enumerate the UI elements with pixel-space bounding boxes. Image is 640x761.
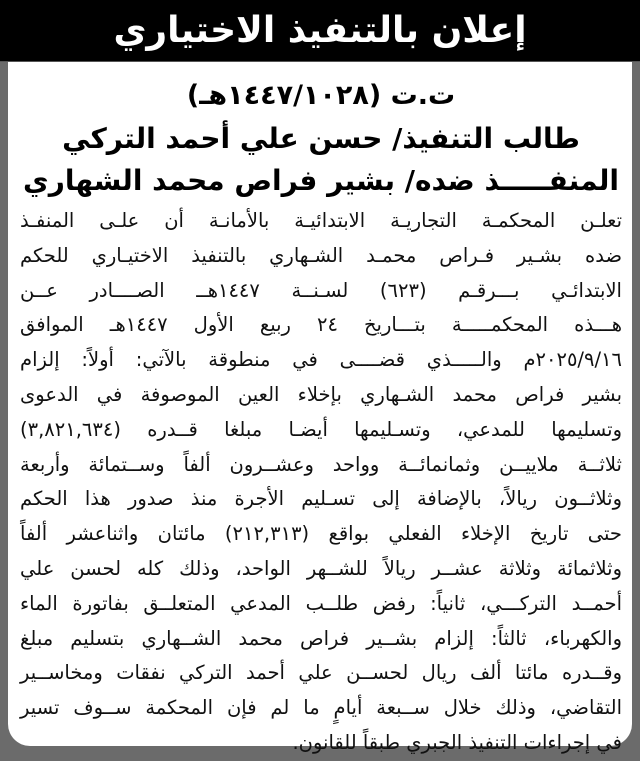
body-line: وتسليمها للمدعي، وتسـليمها أيضـا مبلغا قــدره (٣,٨٢١,٦٣٤) — [20, 417, 622, 441]
body-line: ثلاثــة ملاييــن وثمانمائــة وواحد وعشــرون ألفاً وســتمائة وأربعة — [20, 452, 622, 476]
body-line: وقــدره مائتا ألف ريال لحســن علي أحمد التركي نفقات ومخاســير — [20, 661, 622, 685]
notice-header — [0, 0, 640, 62]
body-line: حتى تاريخ الإخلاء الفعلي بواقع (٢١٢,٣١٣) مائتان واثناعشر ألفاً — [20, 522, 622, 546]
notice-panel — [8, 62, 632, 754]
body-line: وثلاثــون ريالاً، بالإضافة إلى تسـليم الأجرة منذ صدور هذا الحكم — [20, 487, 622, 511]
execution-respondent: المنفـــــذ ضده/ بشير فراص محمد الشهاري — [23, 164, 619, 197]
body-line: التقاضي، وذلك خلال ســبعة أيامٍ ما لم فإن المحكمة ســوف تسير — [20, 696, 622, 720]
body-line: هـــذه المحكمـــــة بتـــاريخ ٢٤ ربيع الأول ١٤٤٧هـ الموافق — [20, 313, 623, 337]
body-line: الابتدائـي بـــرقـم (٦٢٣) لسـنــة ١٤٤٧هــ الصــــادر عــن — [20, 278, 622, 302]
body-line: ٢٠٢٥/٩/١٦م والـــــذي قضــــى في منطوقة بالآتي: أولاً: إلزام — [20, 348, 622, 372]
body-line: والكهرباء، ثالثاً: إلزام بشــير فراص محمد الشــهاري بتسليم مبلغ — [20, 626, 622, 650]
execution-claimant: طالب التنفيذ/ حسن علي أحمد التركي — [62, 122, 580, 155]
body-line: ضده بشـير فـراص محمـد الشـهاري بالتنفيذ الاختيـاري للحكم — [20, 243, 622, 267]
body-line: تعلـن المحكمـة التجاريـة الابتدائيـة بالأمانـة أن علـى المنفـذ — [20, 209, 622, 232]
body-line: أحمــد التركـــي، ثانياً: رفض طلــب المدعي المتعلــق بفاتورة الماء — [20, 591, 622, 615]
body-line: وثلاثمائة وثلاثة عشــر ريالاً للشــهر الواحد، وذلك كله لحسن علي — [20, 556, 622, 580]
body-line: في إجراءات التنفيذ الجبري طبقاً للقانون. — [292, 730, 622, 754]
case-reference: ت.ت (١٤٤٧/١٠٢٨هـ) — [186, 80, 456, 111]
notice-body — [20, 204, 622, 761]
body-line: بشير فراص محمد الشـهاري بإخلاء العين الموصوفة في الدعوى — [20, 382, 622, 406]
notice-title: إعلان بالتنفيذ الاختياري — [113, 10, 527, 51]
notice-headings — [20, 74, 622, 202]
